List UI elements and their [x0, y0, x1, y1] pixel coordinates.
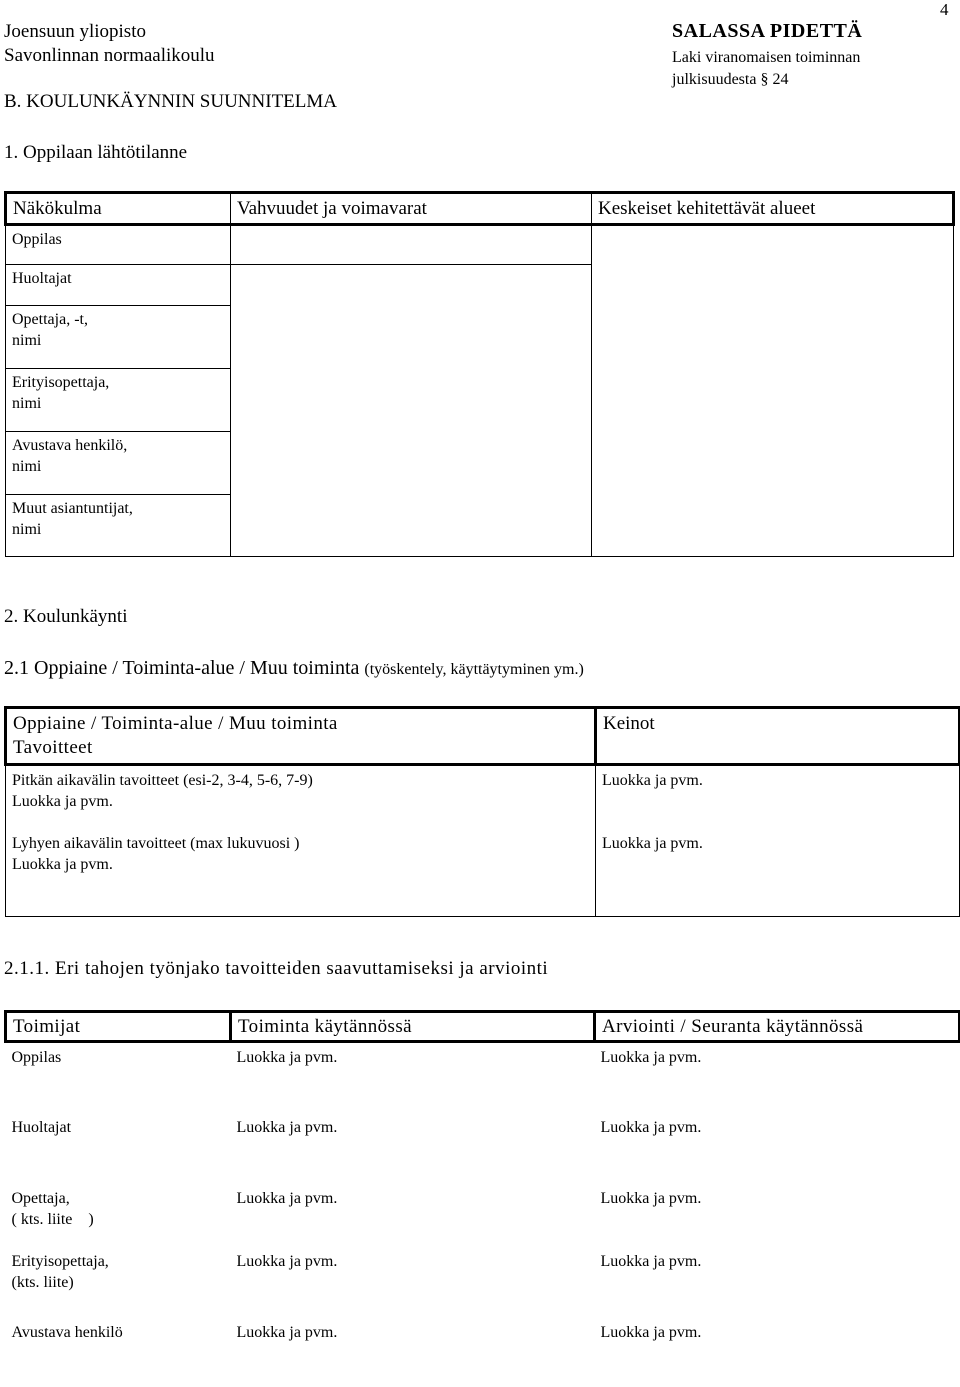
row-label: Opettaja, -t, nimi	[6, 306, 231, 369]
action-cell[interactable]: Luokka ja pvm.	[236, 1118, 338, 1136]
table-row	[6, 1247, 960, 1318]
page-number: 4	[940, 0, 949, 19]
actor-cell: Huoltajat	[11, 1118, 72, 1136]
evaluation-cell[interactable]: Luokka ja pvm.	[600, 1118, 702, 1136]
evaluation-cell[interactable]: Luokka ja pvm.	[600, 1049, 702, 1066]
law-line-2: julkisuudesta § 24	[672, 71, 789, 88]
table-row	[6, 1042, 960, 1113]
column-header: Arviointi / Seuranta käytännössä	[595, 1012, 960, 1042]
row-label: Muut asiantuntijat, nimi	[6, 495, 231, 557]
date-label: Luokka ja pvm.	[12, 793, 113, 810]
section-2-title: 2. Koulunkäynti	[4, 606, 128, 627]
plan-title: B. KOULUNKÄYNNIN SUUNNITELMA	[4, 91, 338, 112]
long-term-goals-label: Pitkän aikavälin tavoitteet (esi-2, 3-4, 5-6, 7-9)	[12, 772, 313, 789]
law-reference	[672, 47, 860, 91]
actor-cell: Opettaja, ( kts. liite )	[11, 1189, 94, 1228]
confidential-label: SALASSA PIDETTÄ	[672, 20, 863, 42]
row-label: Oppilas	[6, 225, 231, 265]
strengths-cell[interactable]	[231, 225, 592, 265]
column-header: Vahvuudet ja voimavarat	[231, 193, 592, 225]
evaluation-cell[interactable]: Luokka ja pvm.	[600, 1323, 702, 1341]
strengths-cell[interactable]	[231, 265, 592, 557]
column-header: Toiminta käytännössä	[231, 1012, 595, 1042]
section-2-1-note: (työskentely, käyttäytyminen ym.)	[364, 661, 584, 678]
short-term-goals-label: Lyhyen aikavälin tavoitteet (max lukuvuosi )	[12, 835, 300, 852]
development-cell[interactable]	[592, 225, 954, 557]
row-label: Huoltajat	[6, 265, 231, 306]
table-row	[6, 1318, 960, 1358]
goals-header: Oppiaine / Toiminta-alue / Muu toiminta Tavoitteet	[6, 708, 596, 765]
law-line-1: Laki viranomaisen toiminnan	[672, 49, 861, 66]
action-cell[interactable]: Luokka ja pvm.	[236, 1049, 338, 1066]
column-header: Näkökulma	[6, 193, 231, 225]
starting-situation-table	[4, 191, 955, 557]
work-division-table	[4, 1010, 960, 1358]
evaluation-cell[interactable]: Luokka ja pvm.	[600, 1189, 702, 1207]
evaluation-cell[interactable]: Luokka ja pvm.	[600, 1252, 702, 1270]
table-header-row	[6, 708, 960, 765]
row-label: Erityisopettaja, nimi	[6, 369, 231, 432]
date-label: Luokka ja pvm.	[12, 856, 113, 873]
school-name: Savonlinnan normaalikoulu	[4, 45, 215, 66]
table-header-row	[6, 193, 954, 225]
table-row	[6, 1184, 960, 1247]
table-header-row	[6, 1012, 960, 1042]
section-2-1-title: 2.1 Oppiaine / Toiminta-alue / Muu toiminta (työskentely, käyttäytyminen ym.)	[4, 657, 584, 679]
actor-cell: Avustava henkilö	[11, 1323, 123, 1341]
table-row	[6, 225, 954, 265]
table-row	[6, 1113, 960, 1184]
section-2-1-1-title: 2.1.1. Eri tahojen työnjako tavoitteiden saavuttamiseksi ja arviointi	[4, 958, 549, 979]
column-header: Keskeiset kehitettävät alueet	[592, 193, 954, 225]
column-header: Toimijat	[6, 1012, 231, 1042]
means-cell[interactable]	[596, 765, 960, 917]
actor-cell: Oppilas	[11, 1049, 62, 1066]
actor-cell: Erityisopettaja, (kts. liite)	[11, 1252, 109, 1291]
action-cell[interactable]: Luokka ja pvm.	[236, 1189, 338, 1207]
date-label: Luokka ja pvm.	[602, 772, 703, 789]
university-name: Joensuun yliopisto	[4, 21, 146, 42]
goals-table	[4, 706, 960, 917]
means-header: Keinot	[596, 708, 960, 765]
action-cell[interactable]: Luokka ja pvm.	[236, 1323, 338, 1341]
goals-cell[interactable]	[6, 765, 596, 917]
header-left	[4, 20, 215, 68]
section-1-title: 1. Oppilaan lähtötilanne	[4, 142, 188, 163]
row-label: Avustava henkilö, nimi	[6, 432, 231, 495]
table-row	[6, 765, 960, 917]
date-label: Luokka ja pvm.	[602, 835, 703, 852]
action-cell[interactable]: Luokka ja pvm.	[236, 1252, 338, 1270]
